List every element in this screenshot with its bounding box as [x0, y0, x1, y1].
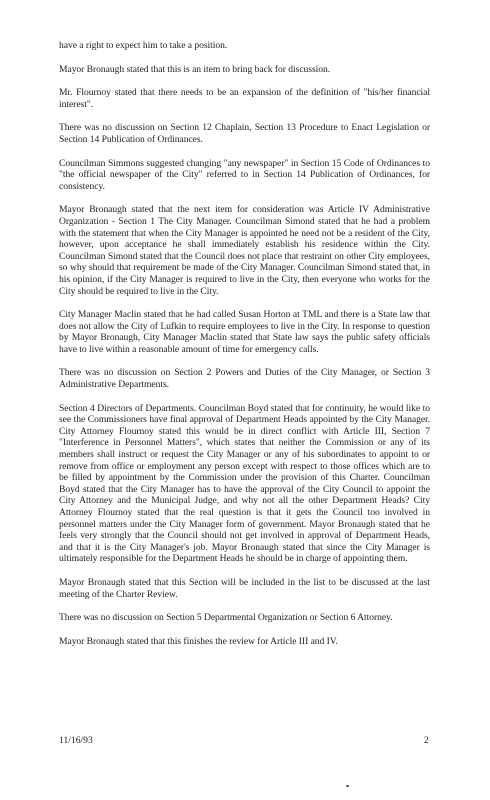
paragraph-5: Councilman Simmons suggested changing "any newspaper" in Section 15 Code of Ordinances to "the official newspaper of the City" referred to in Section 14 Publication of Ordinances, for consistency.: [59, 157, 430, 192]
paragraph-2: Mayor Bronaugh stated that this is an item to bring back for discussion.: [59, 63, 331, 75]
page-number: 2: [424, 735, 429, 746]
paragraph-11: There was no discussion on Section 5 Departmental Organization or Section 6 Attorney.: [59, 612, 393, 624]
paragraph-7: City Manager Maclin stated that he had called Susan Horton at TML and there is a State law that does not allow the City of Lufkin to require employees to live in the City. In response to question by Mayor Bronaugh, City Manager Maclin stated that State law says the public safety officials have to live within a reasonable amount of time for emergency calls.: [59, 309, 430, 355]
paragraph-9: Section 4 Directors of Departments. Councilman Boyd stated that for continuity, he would like to see the Commissioners have final approval of Department Heads appointed by the City Manager. City Attorney Flournoy stated this would be in direct conflict with Article III, Section 7 "Interference in Personnel Matters", which states that neither the Commission or any of its members shall instruct or request the City Manager or any of his subordinates to appoint to or remove from office or employment any person except with respect to those offices which are to be filled by appointment by the Commission under the provision of this Charter. Councilman Boyd stated that the City Manager has to have the approval of the City Council to appoint the City Attorney and the Municipal Judge, and why not all the other Department Heads? City Attorney Flournoy stated that the real question is that it gets the Council too involved in personnel matters under the City Manager form of government. Mayor Bronaugh stated that he feels very strongly that the Council should not get involved in approval of Department Heads, and that it is the City Manager's job. Mayor Bronaugh stated that since the City Manager is ultimately responsible for the Department Heads he should be in charge of appointing them.: [59, 402, 430, 565]
paragraph-4: There was no discussion on Section 12 Chaplain, Section 13 Procedure to Enact Legislation or Section 14 Publication of Ordinances.: [59, 122, 430, 145]
paragraph-3: Mr. Flournoy stated that there needs to be an expansion of the definition of "his/her financial interest".: [59, 87, 430, 110]
footer-date: 11/16/93: [59, 735, 93, 746]
paragraph-10: Mayor Bronaugh stated that this Section will be included in the list to be discussed at the last meeting of the Charter Review.: [59, 576, 430, 600]
scan-speck: [346, 785, 349, 787]
paragraph-6: Mayor Bronaugh stated that the next item for consideration was Article IV Administrative Organization - Section 1 The City Manager. Councilman Simond stated that he had a problem with the statement that when the City Manager is appointed he need not be a resident of the City, however, upon acceptance he shall immediately establish his residence within the City. Councilman Simond stated that the Council does not place that restraint on other City employees, so why should that requirement be made of the City Manager. Councilman Simond stated that, in his opinion, if the City Manager is required to live in the City, then everyone who works for the City should be required to live in the City.: [59, 204, 430, 297]
document-body: [59, 40, 430, 659]
paragraph-8: There was no discussion on Section 2 Powers and Duties of the City Manager, or Section 3 Administrative Departments.: [59, 367, 430, 391]
paragraph-1: have a right to expect him to take a position.: [59, 40, 228, 51]
paragraph-12: Mayor Bronaugh stated that this finishes the review for Article III and IV.: [59, 635, 338, 647]
